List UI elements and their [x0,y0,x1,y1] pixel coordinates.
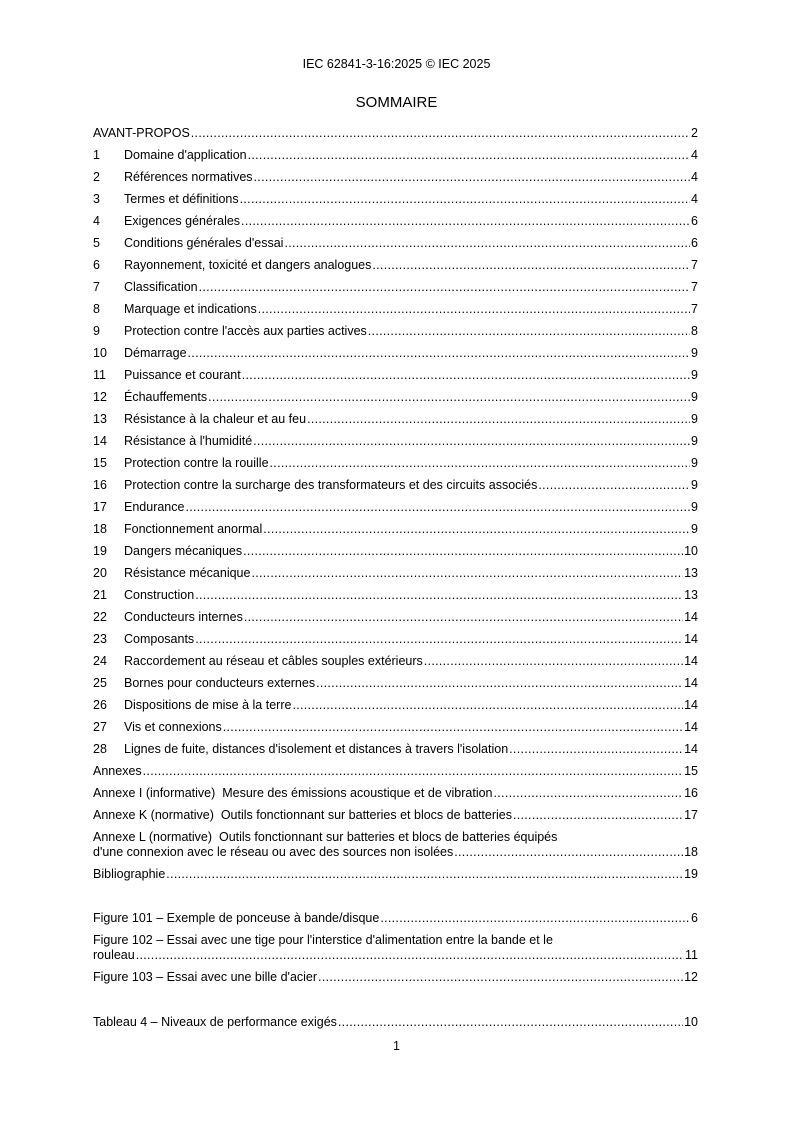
dot-leader [223,720,683,735]
toc-entry-number: 9 [93,324,100,338]
document-header: IEC 62841-3-16:2025 © IEC 2025 [302,57,491,71]
toc-entry-page: 9 [691,500,698,514]
toc-annexes [93,764,698,889]
toc-entry-number: 14 [93,434,107,448]
toc-entry-label: Raccordement au réseau et câbles souples extérieurs [124,654,423,668]
toc-entry-annex-k[interactable]: Annexe K (normative) Outils fonctionnant sur batteries et blocs de batteries ..... 17 [93,808,698,830]
toc-entry-clause-25[interactable] [93,676,698,698]
toc-entry-label: Exigences générales [124,214,241,228]
dot-leader [199,280,690,295]
toc-entry-number: 10 [93,346,107,360]
toc-entry-clause-3[interactable] [93,192,698,214]
toc-entry-page: 8 [691,324,698,338]
toc-entry-annex-i[interactable]: Annexe I (informative) Mesure des émissions acoustique et de vibration ..... 16 [93,786,698,808]
toc-entry-page: 7 [691,280,698,294]
toc-entry-label: Dangers mécaniques [124,544,243,558]
toc-entry-page: 9 [691,478,698,492]
toc-entry-label: Protection contre la surcharge des transformateurs et des circuits associés [124,478,538,492]
dot-leader [241,214,690,229]
dot-leader [208,390,690,405]
toc-entry-label: Puissance et courant [124,368,241,382]
toc-entry-page: 14 [684,610,698,624]
toc-entry-number: 13 [93,412,107,426]
toc-entry-page: 9 [691,346,698,360]
dot-leader [372,258,690,273]
toc-entry-figure-102[interactable]: Figure 102 – Essai avec une tige pour l'interstice d'alimentation entre la bande et le rouleau ..... 11 [93,933,698,970]
dot-leader [240,192,690,207]
toc-entry-clause-22[interactable] [93,610,698,632]
toc-entry-page: 9 [691,522,698,536]
toc-entry-clause-7[interactable] [93,280,698,302]
dot-leader [509,742,683,757]
toc-entry-label: Lignes de fuite, distances d'isolement et distances à travers l'isolation [124,742,509,756]
toc-entry-page: 13 [684,588,698,602]
toc-entry-clause-8[interactable] [93,302,698,324]
toc-entry-clause-17[interactable] [93,500,698,522]
toc-entry-label: Résistance à la chaleur et au feu [124,412,307,426]
toc-entry-number: 18 [93,522,107,536]
toc-entry-table-4[interactable]: Tableau 4 – Niveaux de performance exigés ..... 10 [93,1015,698,1037]
toc-entry-number: 17 [93,500,107,514]
toc-entry-page: 14 [684,676,698,690]
toc-entry-label: Conditions générales d'essai [124,236,284,250]
dot-leader [242,368,690,383]
toc-entry-page: 14 [684,654,698,668]
toc-entry-clause-26[interactable] [93,698,698,720]
toc-entry-label: Bornes pour conducteurs externes [124,676,316,690]
toc-entry-clause-24[interactable] [93,654,698,676]
toc-entry-clause-27[interactable] [93,720,698,742]
toc-entry-number: 12 [93,390,107,404]
toc-tables [93,1015,698,1037]
toc-entry-number: 23 [93,632,107,646]
toc-entry-label: Échauffements [124,390,208,404]
toc-entry-label: Rayonnement, toxicité et dangers analogues [124,258,372,272]
toc-entry-page: 9 [691,412,698,426]
toc-entry-clause-28[interactable] [93,742,698,764]
dot-leader [368,324,690,339]
toc-entry-number: 27 [93,720,107,734]
dot-leader [270,456,691,471]
toc-figures [93,911,698,992]
toc-entry-page: 4 [691,170,698,184]
toc-entry-clause-12[interactable] [93,390,698,412]
toc-entry-page: 10 [684,544,698,558]
toc-entry-page: 13 [684,566,698,580]
toc-entry-label: Termes et définitions [124,192,239,206]
toc-entry-number: 4 [93,214,100,228]
toc-entry-clause-21[interactable] [93,588,698,610]
toc-entry-number: 11 [93,368,106,382]
toc-entry-clause-4[interactable] [93,214,698,236]
toc-entry-label: Références normatives [124,170,253,184]
toc-entry-number: 26 [93,698,107,712]
dot-leader [292,698,683,713]
toc-entry-annex-l[interactable]: Annexe L (normative) Outils fonctionnant sur batteries et blocs de batteries équipés d'une connexion avec le réseau ou avec des sources non isolées ..... 18 [93,830,698,867]
dot-leader [188,346,691,361]
dot-leader [254,170,691,185]
toc-entry-clause-6[interactable] [93,258,698,280]
toc-entry-label: Composants [124,632,195,646]
toc-entry-clause-16[interactable] [93,478,698,500]
toc-entry-page: 9 [691,390,698,404]
toc-entry-page: 7 [691,302,698,316]
toc-entry-number: 25 [93,676,107,690]
toc-entry-number: 15 [93,456,107,470]
toc-entry-page: 14 [684,632,698,646]
dot-leader [243,544,683,559]
toc-entry-page: 9 [691,456,698,470]
toc-entry-number: 20 [93,566,107,580]
toc-entry-clause-23[interactable] [93,632,698,654]
toc-entry-label: Fonctionnement anormal [124,522,263,536]
toc-entry-avant-propos[interactable] [93,126,698,148]
toc-entry-label: Vis et connexions [124,720,222,734]
dot-leader [248,148,690,163]
toc-entry-annexes[interactable]: Annexes ..... 15 [93,764,698,786]
toc-entry-clause-11[interactable] [93,368,698,390]
dot-leader [253,434,690,449]
dot-leader [195,588,683,603]
toc-entry-page: 7 [691,258,698,272]
toc-entry-clause-20[interactable] [93,566,698,588]
toc-entry-label: Résistance à l'humidité [124,434,253,448]
dot-leader [185,500,690,515]
toc-entry-label: AVANT-PROPOS [93,126,190,140]
toc-title: SOMMAIRE [355,94,438,111]
toc-entry-page: 14 [684,742,698,756]
dot-leader [244,610,683,625]
toc-entry-page: 6 [691,236,698,250]
page-number: 1 [393,1039,400,1053]
toc-entry-number: 3 [93,192,100,206]
toc-entry-label: Endurance [124,500,185,514]
toc-entry-number: 7 [93,280,100,294]
dot-leader [307,412,690,427]
dot-leader [424,654,683,669]
dot-leader [263,522,690,537]
toc-entry-clause-5[interactable] [93,236,698,258]
dot-leader [284,236,690,251]
toc-entry-label: Protection contre la rouille [124,456,269,470]
toc-entry-number: 2 [93,170,100,184]
toc-entry-number: 22 [93,610,107,624]
dot-leader [316,676,683,691]
toc-entry-number: 6 [93,258,100,272]
dot-leader [258,302,690,317]
toc-entry-page: 6 [691,214,698,228]
toc-entry-number: 28 [93,742,107,756]
toc-entry-number: 16 [93,478,107,492]
toc-entry-label: Conducteurs internes [124,610,243,624]
toc-entry-number: 1 [93,148,100,162]
toc-entry-figure-101[interactable]: Figure 101 – Exemple de ponceuse à bande/disque ..... 6 [93,911,698,933]
toc-entry-clause-9[interactable] [93,324,698,346]
toc-entry-figure-103[interactable]: Figure 103 – Essai avec une bille d'acier ..... 12 [93,970,698,992]
toc-entry-label: Démarrage [124,346,187,360]
dot-leader [195,632,683,647]
toc-entry-page: 4 [691,192,698,206]
toc-entry-clause-15[interactable] [93,456,698,478]
toc-entry-label: Construction [124,588,195,602]
dot-leader [251,566,683,581]
toc-entry-label: Protection contre l'accès aux parties actives [124,324,367,338]
toc-entry-page: 4 [691,148,698,162]
toc-entry-number: 24 [93,654,107,668]
dot-leader [191,126,690,141]
toc-entry-page: 9 [691,434,698,448]
toc-entry-page: 2 [691,126,698,140]
toc-entry-clause-2[interactable] [93,170,698,192]
toc-entry-number: 8 [93,302,100,316]
toc-entry-clause-10[interactable] [93,346,698,368]
toc-clauses [93,126,698,764]
toc-entry-bibliography[interactable]: Bibliographie ..... 19 [93,867,698,889]
toc-entry-page: 14 [684,698,698,712]
toc-entry-clause-1[interactable] [93,148,698,170]
dot-leader [538,478,690,493]
toc-entry-clause-18[interactable] [93,522,698,544]
toc-entry-number: 19 [93,544,107,558]
toc-entry-label: Marquage et indications [124,302,257,316]
toc-entry-page: 9 [691,368,698,382]
toc-entry-label: Domaine d'application [124,148,247,162]
toc-entry-clause-13[interactable] [93,412,698,434]
toc-entry-clause-14[interactable] [93,434,698,456]
toc-entry-label: Dispositions de mise à la terre [124,698,292,712]
toc-entry-label: Classification [124,280,198,294]
toc-entry-clause-19[interactable] [93,544,698,566]
toc-entry-page: 14 [684,720,698,734]
toc-entry-number: 21 [93,588,107,602]
toc-entry-number: 5 [93,236,100,250]
toc-entry-label: Résistance mécanique [124,566,251,580]
